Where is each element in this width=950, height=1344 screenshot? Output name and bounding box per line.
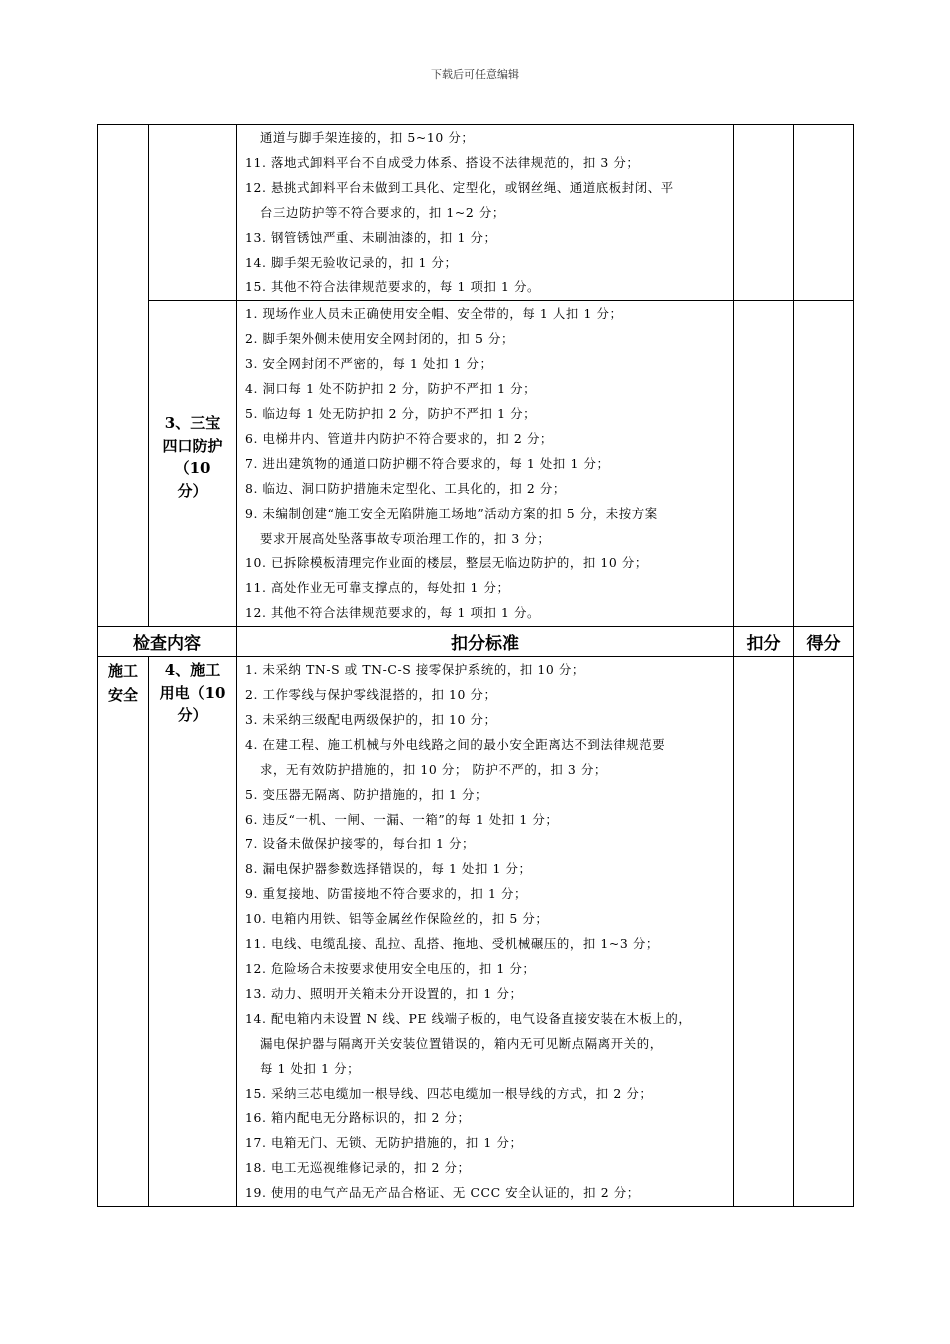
criteria-item: 6. 违反“一机、一闸、一漏、一箱”的每 1 处扣 1 分； — [245, 811, 559, 827]
criteria-item: 通道与脚手架连接的，扣 5~10 分； — [260, 130, 475, 145]
criteria-item: 每 1 处扣 1 分； — [260, 1060, 361, 1076]
criteria-item: 13. 动力、照明开关箱未分开设置的，扣 1 分； — [245, 985, 523, 1001]
criteria-item: 1. 未采纳 TN-S 或 TN-C-S 接零保护系统的，扣 10 分； — [245, 662, 585, 678]
deduct-cell[interactable] — [734, 657, 794, 1207]
category-cell-empty — [149, 125, 237, 301]
category-cell — [149, 301, 237, 627]
deduct-cell[interactable] — [734, 125, 794, 301]
section-name: 施工 安全 — [107, 662, 138, 705]
criteria-item: 4. 洞口每 1 处不防护扣 2 分，防护不严扣 1 分； — [245, 381, 537, 397]
category-name: 3、三宝 四口防护 （10 分） — [162, 414, 223, 500]
section-cell-empty — [98, 125, 149, 627]
criteria-item: 6. 电梯井内、管道井内防护不符合要求的，扣 2 分； — [245, 430, 553, 446]
criteria-item: 17. 电箱无门、无锁、无防护措施的，扣 1 分； — [245, 1135, 523, 1151]
criteria-item: 5. 临边每 1 处无防护扣 2 分，防护不严扣 1 分； — [245, 405, 537, 421]
score-cell[interactable] — [794, 301, 854, 627]
criteria-item: 15. 其他不符合法律规范要求的，每 1 项扣 1 分。 — [245, 279, 540, 295]
criteria-item: 2. 脚手架外侧未使用安全网封闭的，扣 5 分； — [245, 331, 514, 347]
criteria-item: 8. 漏电保护器参数选择错误的，每 1 处扣 1 分； — [245, 861, 532, 877]
criteria-item: 11. 落地式卸料平台不自成受力体系、搭设不法律规范的，扣 3 分； — [245, 154, 640, 170]
criteria-item: 7. 设备未做保护接零的，每台扣 1 分； — [245, 836, 475, 852]
criteria-item: 3. 安全网封闭不严密的，每 1 处扣 1 分； — [245, 356, 493, 372]
table-row — [98, 301, 854, 627]
criteria-item: 求，无有效防护措施的，扣 10 分； 防护不严的，扣 3 分； — [260, 761, 607, 777]
header-standard: 扣分标准 — [237, 627, 734, 657]
criteria-item: 11. 电线、电缆乱接、乱拉、乱搭、拖地、受机械碾压的，扣 1~3 分； — [245, 936, 659, 952]
criteria-item: 18. 电工无巡视维修记录的，扣 2 分； — [245, 1160, 471, 1176]
criteria-item: 16. 箱内配电无分路标识的，扣 2 分； — [245, 1110, 471, 1126]
criteria-item: 8. 临边、洞口防护措施未定型化、工具化的，扣 2 分； — [245, 480, 566, 496]
criteria-item: 9. 重复接地、防雷接地不符合要求的，扣 1 分； — [245, 886, 527, 902]
criteria-cell — [237, 125, 734, 301]
page-header-note: 下载后可任意编辑 — [431, 68, 519, 81]
criteria-item: 15. 采纳三芯电缆加一根导线、四芯电缆加一根导线的方式，扣 2 分； — [245, 1085, 653, 1101]
table-row — [98, 657, 854, 1207]
header-content: 检查内容 — [98, 627, 237, 657]
deduct-cell[interactable] — [734, 301, 794, 627]
inspection-table — [97, 124, 854, 1207]
category-cell — [149, 657, 237, 1207]
criteria-item: 5. 变压器无隔离、防护措施的，扣 1 分； — [245, 786, 488, 802]
criteria-item: 14. 脚手架无验收记录的，扣 1 分； — [245, 254, 458, 270]
criteria-item: 10. 电箱内用铁、铝等金属丝作保险丝的，扣 5 分； — [245, 911, 549, 927]
table-header-row — [98, 627, 854, 657]
criteria-item: 9. 未编制创建“施工安全无陷阱施工场地”活动方案的扣 5 分，未按方案 — [245, 505, 658, 521]
criteria-item: 19. 使用的电气产品无产品合格证、无 CCC 安全认证的，扣 2 分； — [245, 1185, 640, 1201]
table-row — [98, 125, 854, 301]
criteria-item: 12. 悬挑式卸料平台未做到工具化、定型化，或钢丝绳、通道底板封闭、平 — [245, 179, 674, 195]
criteria-item: 1. 现场作业人员未正确使用安全帽、安全带的，每 1 人扣 1 分； — [245, 306, 623, 322]
criteria-item: 要求开展高处坠落事故专项治理工作的，扣 3 分； — [260, 530, 551, 546]
criteria-list — [237, 125, 733, 300]
criteria-list — [237, 301, 733, 626]
criteria-list — [237, 657, 733, 1206]
criteria-cell — [237, 301, 734, 627]
criteria-item: 14. 配电箱内未设置 N 线、PE 线端子板的，电气设备直接安装在木板上的， — [245, 1010, 692, 1026]
criteria-item: 2. 工作零线与保护零线混搭的，扣 10 分； — [245, 687, 497, 703]
criteria-item: 4. 在建工程、施工机械与外电线路之间的最小安全距离达不到法律规范要 — [245, 736, 666, 752]
score-cell[interactable] — [794, 125, 854, 301]
criteria-item: 台三边防护等不符合要求的，扣 1~2 分； — [260, 204, 505, 220]
category-name: 4、施工 用电（10 分） — [159, 661, 226, 725]
criteria-item: 13. 钢管锈蚀严重、未刷油漆的，扣 1 分； — [245, 229, 497, 245]
criteria-item: 10. 已拆除模板清理完作业面的楼层，整层无临边防护的，扣 10 分； — [245, 555, 648, 571]
header-deduct: 扣分 — [734, 627, 794, 657]
header-score: 得分 — [794, 627, 854, 657]
criteria-item: 12. 危险场合未按要求使用安全电压的，扣 1 分； — [245, 961, 536, 976]
score-cell[interactable] — [794, 657, 854, 1207]
criteria-item: 3. 未采纳三级配电两级保护的，扣 10 分； — [245, 711, 497, 727]
section-cell — [98, 657, 149, 1207]
criteria-item: 漏电保护器与隔离开关安装位置错误的，箱内无可见断点隔离开关的， — [260, 1035, 663, 1051]
criteria-cell — [237, 657, 734, 1207]
criteria-item: 11. 高处作业无可靠支撑点的，每处扣 1 分； — [245, 580, 510, 596]
criteria-item: 7. 进出建筑物的通道口防护棚不符合要求的，每 1 处扣 1 分； — [245, 455, 610, 471]
criteria-item: 12. 其他不符合法律规范要求的，每 1 项扣 1 分。 — [245, 605, 540, 621]
